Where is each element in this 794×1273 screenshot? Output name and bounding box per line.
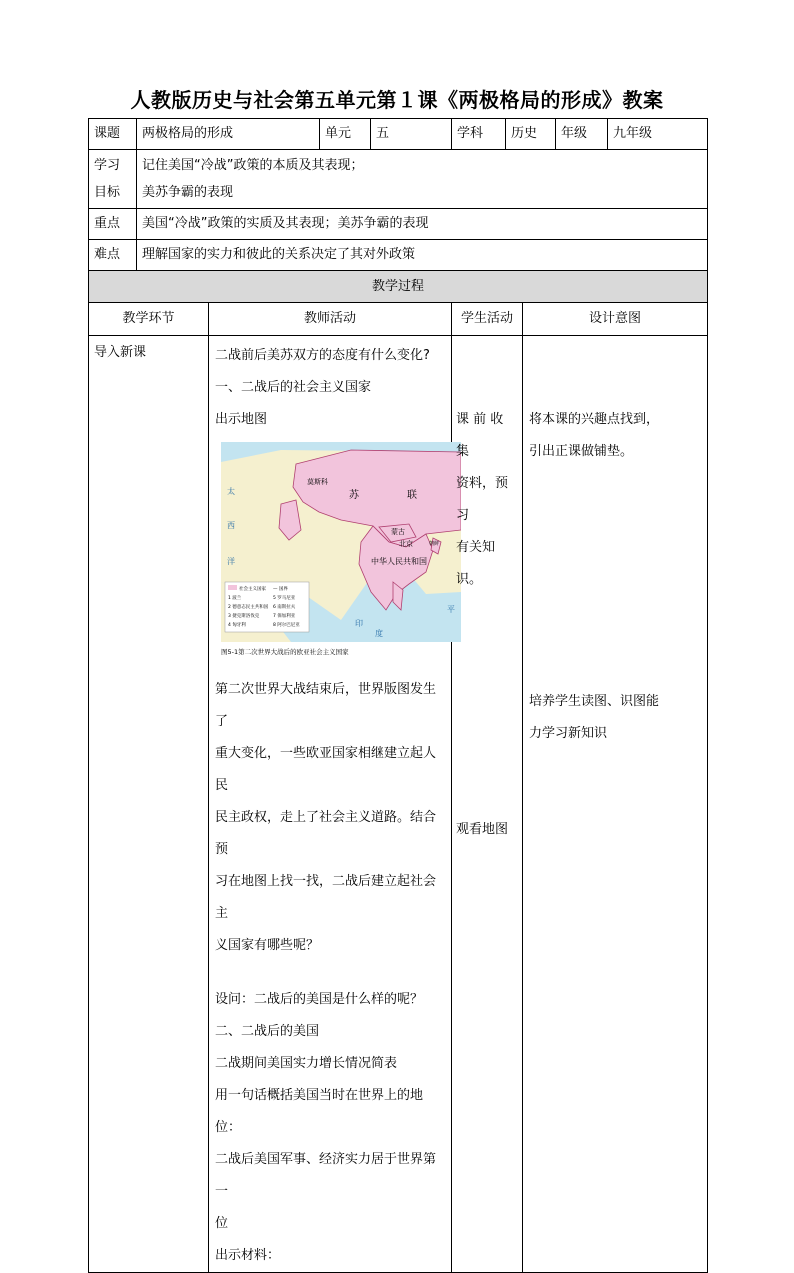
- col-header-intent: 设计意图: [523, 303, 708, 336]
- teacher-line-7: 用一句话概括美国当时在世界上的地位：: [215, 1088, 424, 1135]
- legend-2: 2 德意志民主共和国: [228, 605, 269, 610]
- teacher-line-2: 一、二战后的社会主义国家: [215, 380, 372, 395]
- subject-value: 历史: [506, 119, 556, 150]
- lesson-plan-table: [88, 118, 708, 1273]
- intent-b-2: 力学习新知识: [529, 726, 608, 741]
- goals-value: [137, 150, 708, 209]
- teacher-para-1: 第二次世界大战结束后，世界版图发生了: [215, 682, 437, 729]
- col-header-teacher: 教师活动: [209, 303, 452, 336]
- student-a-3: 有关知识。: [456, 540, 496, 587]
- teacher-line-9: 位: [215, 1216, 229, 1231]
- unit-value: 五: [371, 119, 452, 150]
- difficult-value: 理解国家的实力和彼此的关系决定了其对外政策: [137, 240, 708, 271]
- map-label-tai: 太: [227, 487, 235, 496]
- student-activity-cell: [452, 336, 523, 1273]
- legend-1: 1 波兰: [228, 596, 242, 601]
- teacher-activity-cell: [209, 336, 455, 1273]
- teacher-line-1: 二战前后美苏双方的态度有什么变化?: [215, 348, 430, 363]
- legend-5: 5 罗马尼亚: [273, 596, 296, 601]
- teacher-line-3: 出示地图: [215, 412, 268, 427]
- map-label-ping: 平: [447, 605, 455, 614]
- teacher-line-5: 二、二战后的美国: [215, 1024, 320, 1039]
- map-label-su: 苏: [349, 490, 359, 501]
- socialist-countries-map: [221, 442, 461, 660]
- key-value: 美国“冷战”政策的实质及其表现；美苏争霸的表现: [137, 209, 708, 240]
- topic-value: 两极格局的形成: [137, 119, 320, 150]
- map-label-du: 度: [375, 629, 383, 638]
- map-caption: 图5-1第二次世界大战后的欧亚社会主义国家: [221, 648, 349, 656]
- key-label: 重点: [89, 209, 137, 240]
- map-legend: [225, 582, 309, 632]
- design-intent-cell: [523, 336, 708, 1273]
- map-label-mongolia: 蒙古: [391, 528, 405, 536]
- legend-socialist: 社会主义国家: [239, 587, 266, 592]
- map-label-korea: 朝鲜: [429, 541, 440, 547]
- teacher-line-4: 设问：二战后的美国是什么样的呢？: [215, 992, 424, 1007]
- grade-label: 年级: [556, 119, 608, 150]
- legend-border: — 国界: [273, 587, 288, 592]
- intent-b-1: 培养学生读图、识图能: [529, 694, 660, 709]
- goal-1: 记住美国“冷战”政策的本质及其表现；: [142, 158, 364, 173]
- intent-a-1: 将本课的兴趣点找到，: [529, 412, 660, 427]
- process-header: 教学过程: [89, 271, 708, 303]
- difficult-label: 难点: [89, 240, 137, 271]
- teacher-line-6: 二战期间美国实力增长情况简表: [215, 1056, 398, 1071]
- map-label-china: 中华人民共和国: [371, 557, 427, 566]
- col-header-stage: 教学环节: [89, 303, 209, 336]
- student-b: 观看地图: [456, 822, 509, 837]
- legend-6: 6 南斯拉夫: [273, 605, 296, 610]
- stage-label: 导入新课: [94, 345, 147, 360]
- goals-label-2: 目标: [94, 185, 121, 200]
- map-label-yin: 印: [355, 619, 363, 628]
- unit-label: 单元: [320, 119, 371, 150]
- legend-4: 4 匈牙利: [228, 623, 246, 628]
- map-label-yang: 洋: [227, 557, 235, 566]
- map-label-lian: 联: [407, 490, 417, 501]
- topic-label: 课题: [89, 119, 137, 150]
- goals-label-1: 学习: [94, 158, 121, 173]
- document-title: 人教版历史与社会第五单元第１课《两极格局的形成》教案: [130, 88, 664, 112]
- legend-8: 8 阿尔巴尼亚: [273, 623, 300, 628]
- teacher-para-4: 习在地图上找一找，二战后建立起社会主: [215, 874, 437, 921]
- map-label-beijing: 北京: [399, 540, 413, 548]
- teacher-para-5: 义国家有哪些呢？: [215, 938, 320, 953]
- stage-cell: [89, 336, 209, 1273]
- legend-3: 3 捷克斯洛伐克: [228, 614, 260, 619]
- teacher-para-3: 民主政权，走上了社会主义道路。结合预: [215, 810, 437, 857]
- goals-label: [89, 150, 137, 209]
- map-label-moscow: 莫斯科: [307, 478, 328, 486]
- goal-2: 美苏争霸的表现: [142, 185, 234, 200]
- col-header-student: 学生活动: [452, 303, 523, 336]
- student-a-1: 课 前 收 集: [456, 412, 504, 459]
- subject-label: 学科: [452, 119, 506, 150]
- teacher-line-8: 二战后美国军事、经济实力居于世界第一: [215, 1152, 437, 1199]
- map-label-xi: 西: [227, 521, 235, 530]
- legend-swatch: [228, 585, 237, 590]
- student-a-2: 资料，预习: [456, 476, 509, 523]
- teacher-line-10: 出示材料：: [215, 1248, 281, 1263]
- grade-value: 九年级: [608, 119, 708, 150]
- intent-a-2: 引出正课做铺垫。: [529, 444, 634, 459]
- teacher-para-2: 重大变化，一些欧亚国家相继建立起人民: [215, 746, 437, 793]
- legend-7: 7 保加利亚: [273, 614, 296, 619]
